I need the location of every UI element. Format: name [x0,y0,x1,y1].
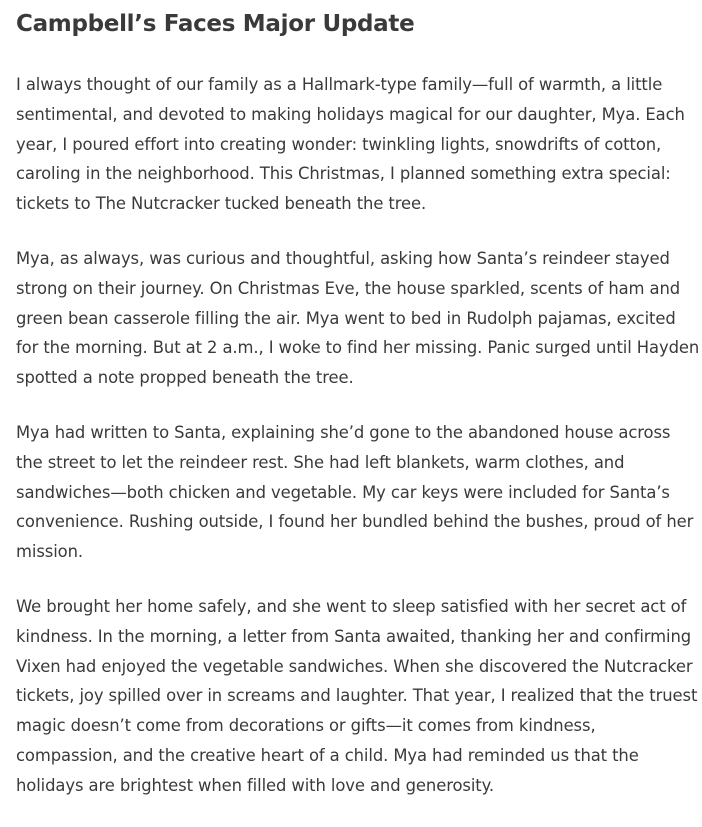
article-paragraph-3: Mya had written to Santa, explaining she’d gone to the abandoned house across the street to let the reindeer rest. She had left blankets, warm clothes, and sandwiches—both chicken and vegetable. My car keys were included for Santa’s convenience. Rushing outside, I found her bundled behind the bushes, proud of her mission. [16,422,694,562]
article-paragraph-4: We brought her home safely, and she went to sleep satisfied with her secret act of kindness. In the morning, a letter from Santa awaited, thanking her and confirming Vixen had enjoyed the vegetable sandwiches. When she discovered the Nutcracker tickets, joy spilled over in screams and laughter. That year, I realized that the truest magic doesn’t come from decorations or gifts—it comes from kindness, compassion, and the creative heart of a child. Mya had reminded us that the holidays are brightest when filled with love and generosity. [16,596,698,795]
article-title: Campbell’s Faces Major Update [16,11,415,37]
article [16,0,700,801]
article-paragraph-2: Mya, as always, was curious and thoughtful, asking how Santa’s reindeer stayed strong on their journey. On Christmas Eve, the house sparkled, scents of ham and green bean casserole filling the air. Mya went to bed in Rudolph pajamas, excited for the morning. But at 2 a.m., I woke to find her missing. Panic surged until Hayden spotted a note propped beneath the tree. [16,248,700,388]
article-paragraph-1: I always thought of our family as a Hallmark-type family—full of warmth, a little sentimental, and devoted to making holidays magical for our daughter, Mya. Each year, I poured effort into creating wonder: twinkling lights, snowdrifts of cotton, caroling in the neighborhood. This Christmas, I planned something extra special: tickets to The Nutcracker tucked beneath the tree. [16,75,685,214]
